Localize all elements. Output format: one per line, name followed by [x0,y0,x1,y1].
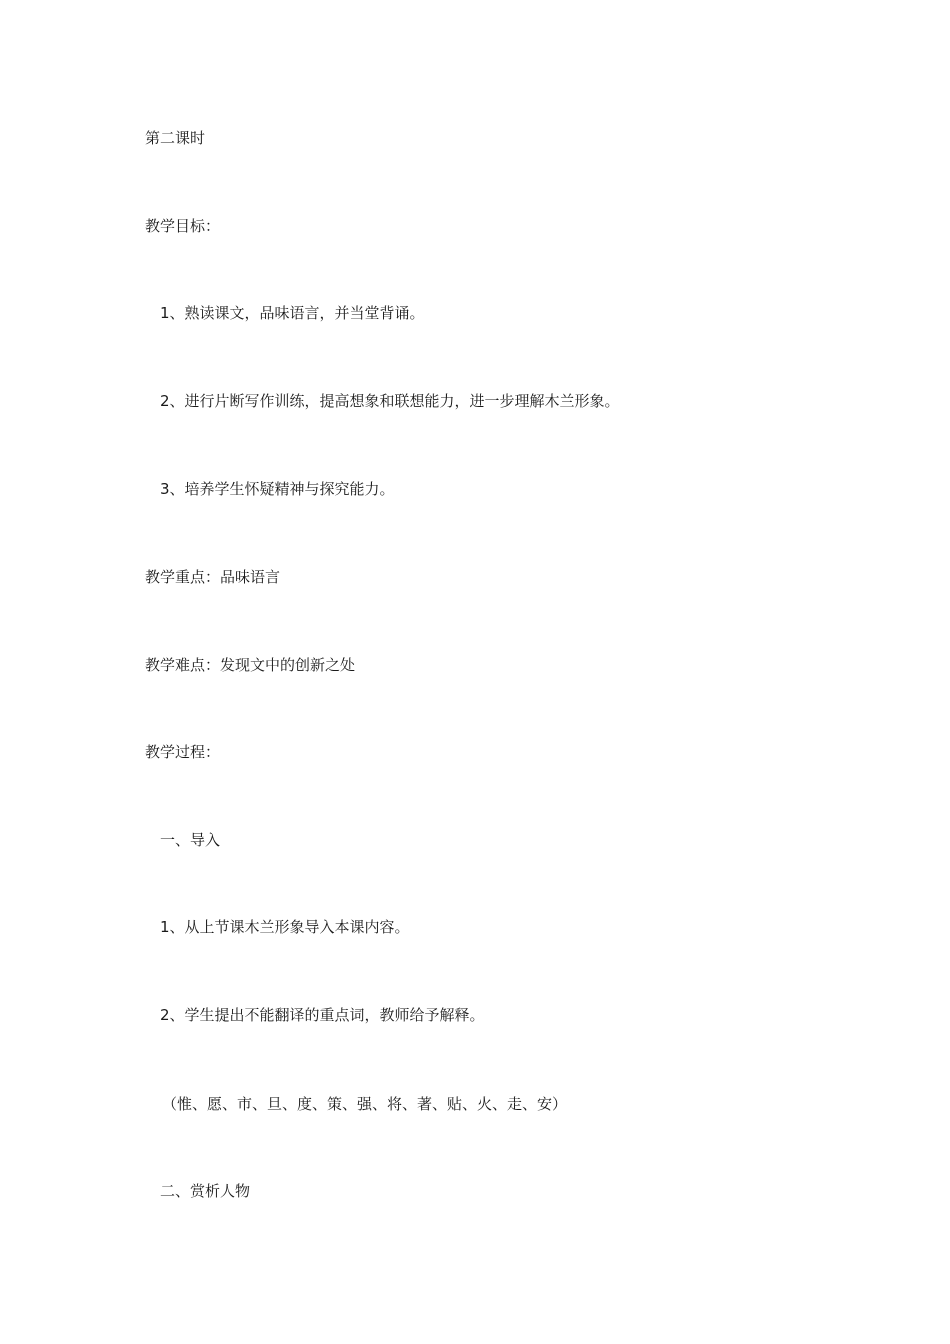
section-title: 二、赏析人物 [160,1182,251,1200]
difficult-point: 教学难点：发现文中的创新之处 [145,656,356,674]
process-heading: 教学过程： [145,743,221,761]
objective-item: 2、进行片断写作训练，提高想象和联想能力，进一步理解木兰形象。 [160,392,620,410]
key-point: 教学重点：品味语言 [145,568,281,586]
objective-item: 3、培养学生怀疑精神与探究能力。 [160,480,395,498]
key-words-note: （惟、愿、市、旦、度、策、强、将、著、贴、火、走、安） [162,1095,568,1113]
lesson-title: 第二课时 [145,129,206,147]
objectives-heading: 教学目标： [145,217,221,235]
objective-item: 1、熟读课文，品味语言，并当堂背诵。 [160,304,425,322]
section-title: 一、导入 [160,831,221,849]
process-item: 2、学生提出不能翻译的重点词，教师给予解释。 [160,1006,485,1024]
process-item: 1、从上节课木兰形象导入本课内容。 [160,918,410,936]
